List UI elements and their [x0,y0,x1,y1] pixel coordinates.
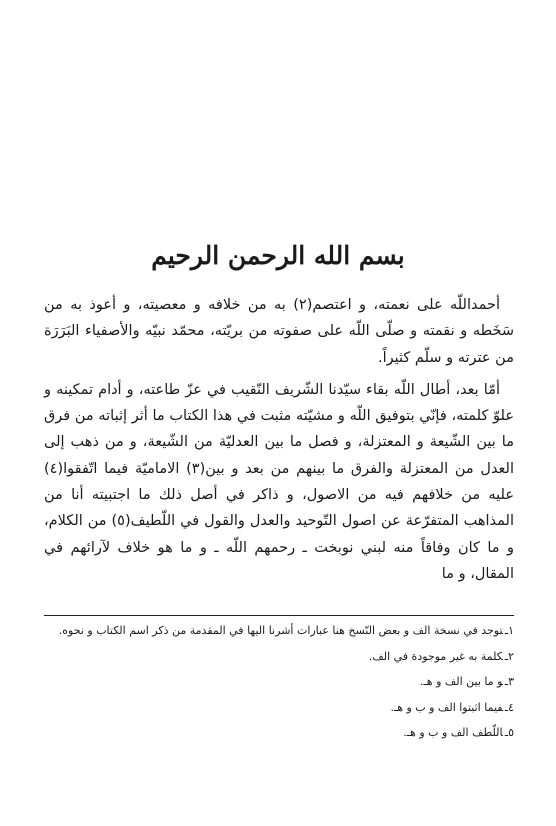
paragraph-main: أمّا بعد، أطال اللّه بقاء سيّدنا الشّريف النّقيب في عزّ طاعته، و أدام تمكينه و علوّ كلمته، فإنّي بتوفيق اللّه و مشيّته مثبت في هذا الكتاب ما أثر إثباته من فرق ما بين الشّيعة و المعتزلة، و فصل ما بين العدليّة من الشّيعة، و من ذهب إلى العدل من المعتزلة والفرق ما بينهم من بعد و بين(٣) الاماميّة فيما اتّفقوا(٤) عليه من خلافهم فيه من الاصول، و ذاكر في أصل ذلك ما اجتبيته أنا من المذاهب المتفرّعة عن اصول التّوحيد والعدل والقول في اللّطيف(٥) من الكلام، و ما كان وفاقاً منه لبني نوبخت ـ رحمهم اللّه ـ و ما هو خلاف لآرائهم في المقال، و ما [44,381,514,582]
footnote-number: ٢ـ [504,649,514,663]
footnote-item [44,669,514,695]
paragraph-opening: أحمداللّه على نعمته، و اعتصم(٢) به من خلافه و معصيته، و أعوذ به من سَخَطه و نقمته و صلّى اللّه على صفوته من بريّته، محمّد نبيّه والأصفياء البَرَرَة من عترته و سلّم كثيراً. [44,297,514,366]
basmala-heading: بسم الله الرحمن الرحيم [151,241,405,270]
footnote-divider [44,615,514,616]
footnote-text: اللّطف الف و ب و هـ. [403,726,503,740]
footnote-number: ٣ـ [504,675,514,689]
main-text [44,292,514,587]
footnote-item [44,720,514,746]
footnote-text: توجد في نسخة الف و بعض النّسخ هنا عبارات أشرنا اليها في المقدمة من ذكر اسم الكتاب و نحوه. [58,624,503,637]
footnote-number: ١ـ [504,624,514,637]
footnote-item [44,644,514,670]
footnote-text: كلمة به غير موجودة في الف. [368,649,503,663]
footnote-number: ٥ـ [504,726,514,740]
footnote-text: فيما اثبتوا الف و ب و هـ. [390,700,503,714]
footnote-number: ٤ـ [504,700,514,714]
footnote-text: و ما بين الف و هـ. [420,675,503,689]
footnote-item [44,695,514,721]
footnote-item [44,618,514,644]
footnotes [44,618,514,746]
